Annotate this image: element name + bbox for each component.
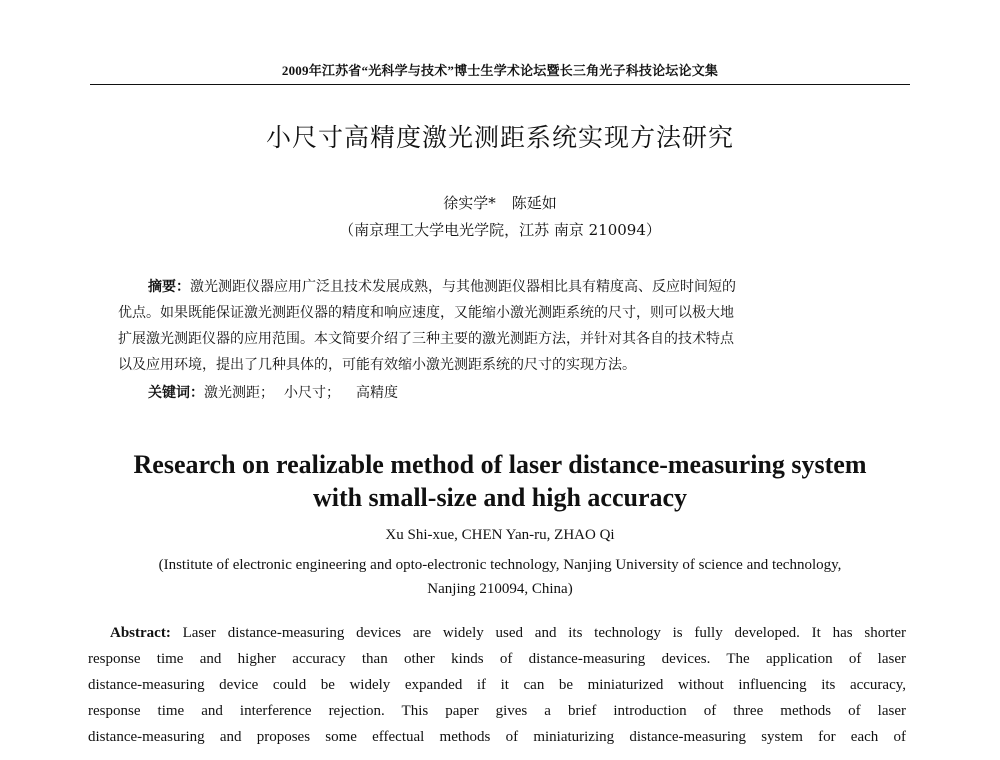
chinese-abstract bbox=[118, 274, 888, 378]
english-title-line: with small-size and high accuracy bbox=[312, 483, 688, 512]
chinese-keywords bbox=[148, 382, 888, 402]
english-abstract-label: Abstract: bbox=[110, 625, 171, 641]
chinese-affiliation: （南京理工大学电光学院，江苏 南京 210094） bbox=[339, 221, 661, 239]
author-1: 徐实学* bbox=[443, 194, 496, 212]
keywords-label: 关键词： bbox=[148, 385, 204, 401]
chinese-abstract-line: 以及应用环境，提出了几种具体的，可能有效缩小激光测距系统的尺寸的实现方法。 bbox=[118, 357, 636, 373]
english-affiliation-line: (Institute of electronic engineering and opto-electronic technology, Nanjing University of science and technology, bbox=[158, 557, 842, 573]
english-affiliation bbox=[100, 553, 900, 601]
english-abstract-line: response time and higher accuracy than other kinds of distance-measuring devices. The application of laser bbox=[88, 651, 906, 667]
english-title-line: Research on realizable method of laser distance-measuring system bbox=[133, 450, 867, 479]
english-abstract bbox=[88, 620, 906, 750]
english-abstract-line: Abstract: Laser distance-measuring devices are widely used and its technology is fully developed. It has shorter bbox=[110, 625, 907, 641]
running-header: 2009年江苏省“光科学与技术”博士生学术论坛暨长三角光子科技论坛论文集 bbox=[281, 63, 719, 78]
chinese-abstract-line: 扩展激光测距仪器的应用范围。本文简要介绍了三种主要的激光测距方法，并针对其各自的技术特点 bbox=[118, 331, 734, 347]
author-2: 陈延如 bbox=[511, 194, 557, 212]
english-title bbox=[90, 448, 910, 514]
chinese-abstract-line: 优点。如果既能保证激光测距仪器的精度和响应速度，又能缩小激光测距系统的尺寸，则可以极大地 bbox=[118, 305, 734, 321]
english-affiliation-line: Nanjing 210094, China) bbox=[427, 581, 573, 597]
keyword: 激光测距； bbox=[204, 385, 274, 401]
keyword: 高精度 bbox=[356, 385, 398, 401]
header-rule bbox=[90, 84, 910, 85]
english-abstract-line: distance-measuring and proposes some effectual methods of miniaturizing distance-measuring system for each of bbox=[88, 729, 906, 745]
english-abstract-line: distance-measuring device could be widely expanded if it can be miniaturized without influencing its accuracy, bbox=[88, 677, 906, 693]
chinese-title: 小尺寸高精度激光测距系统实现方法研究 bbox=[265, 123, 734, 152]
keyword: 小尺寸； bbox=[284, 385, 340, 401]
chinese-abstract-label: 摘要： bbox=[148, 279, 190, 295]
chinese-abstract-line: 摘要：激光测距仪器应用广泛且技术发展成熟，与其他测距仪器相比具有精度高、反应时间短的 bbox=[148, 279, 736, 295]
english-authors: Xu Shi-xue, CHEN Yan-ru, ZHAO Qi bbox=[385, 527, 615, 543]
chinese-authors bbox=[90, 192, 910, 213]
english-abstract-line: response time and interference rejection. This paper gives a brief introduction of three methods of laser bbox=[88, 703, 906, 719]
